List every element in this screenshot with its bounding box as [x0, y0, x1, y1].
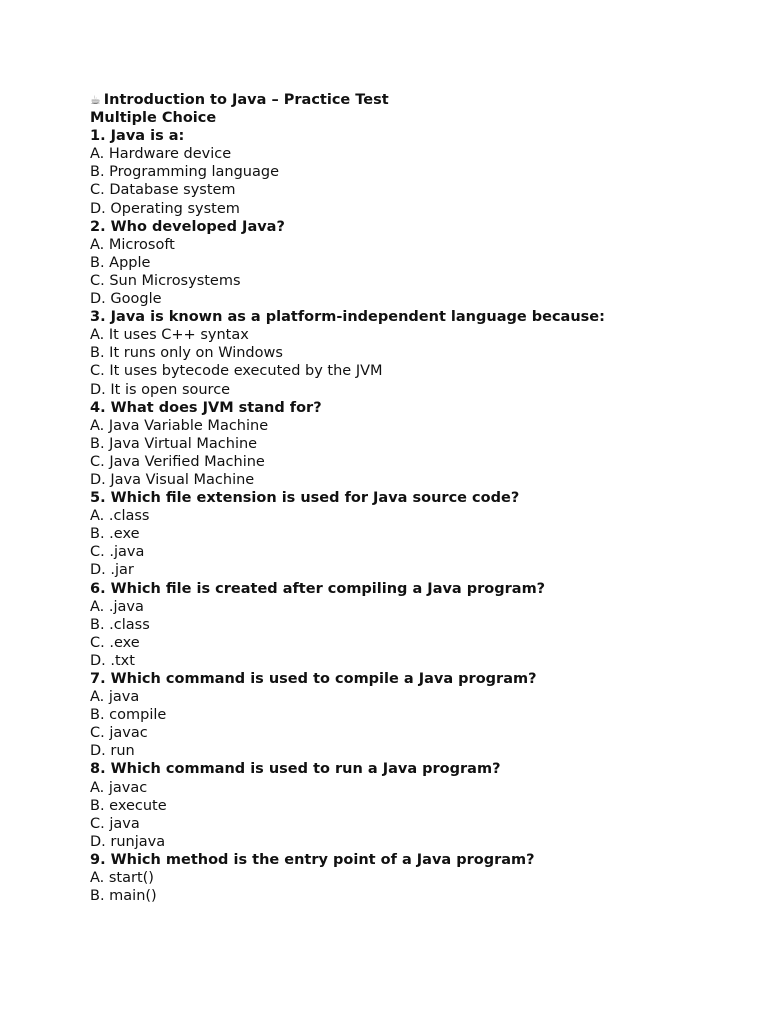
option-b: B. .class: [90, 616, 150, 633]
question-block-5: [90, 489, 750, 579]
question-block-6: [90, 580, 750, 670]
section-heading: Multiple Choice: [90, 110, 217, 127]
option-d: D. run: [90, 743, 135, 760]
question-text: 1. Java is a:: [90, 128, 185, 145]
option-c: C. Database system: [90, 182, 236, 199]
option-b: B. main(): [90, 888, 157, 905]
option-a: A. .class: [90, 508, 150, 525]
question-text: 8. Which command is used to run a Java program?: [90, 761, 501, 778]
option-d: D. Operating system: [90, 200, 240, 217]
option-a: A. It uses C++ syntax: [90, 327, 249, 344]
question-text: 6. Which file is created after compiling a Java program?: [90, 580, 546, 597]
question-text: 4. What does JVM stand for?: [90, 399, 322, 416]
question-text: 2. Who developed Java?: [90, 218, 285, 235]
option-b: B. It runs only on Windows: [90, 345, 283, 362]
question-text: 3. Java is known as a platform-independent language because:: [90, 309, 605, 326]
question-block-3: [90, 308, 750, 398]
option-d: D. Google: [90, 291, 162, 308]
option-b: B. Java Virtual Machine: [90, 435, 258, 452]
option-a: A. .java: [90, 598, 144, 615]
option-d: D. .jar: [90, 562, 134, 579]
option-c: C. Java Verified Machine: [90, 453, 265, 470]
question-block-4: [90, 399, 750, 489]
option-a: A. javac: [90, 779, 148, 796]
question-block-1: [90, 127, 750, 217]
option-a: A. Microsoft: [90, 236, 175, 253]
question-block-9: [90, 851, 750, 905]
option-c: C. .exe: [90, 634, 140, 651]
question-block-8: [90, 760, 750, 850]
option-d: D. It is open source: [90, 381, 231, 398]
document-title: [90, 91, 750, 109]
option-c: C. Sun Microsystems: [90, 272, 241, 289]
question-text: 5. Which file extension is used for Java source code?: [90, 490, 520, 507]
option-c: C. .java: [90, 544, 145, 561]
option-b: B. .exe: [90, 526, 140, 543]
question-block-7: [90, 670, 750, 760]
document-title-text: Introduction to Java – Practice Test: [103, 92, 389, 108]
option-c: C. javac: [90, 725, 148, 742]
question-text: 9. Which method is the entry point of a Java program?: [90, 851, 535, 868]
option-b: B. Programming language: [90, 164, 280, 181]
option-a: A. start(): [90, 870, 154, 887]
practice-test-document: [90, 91, 750, 905]
option-a: A. Hardware device: [90, 146, 232, 163]
coffee-cup-icon: ☕: [90, 93, 101, 107]
option-d: D. runjava: [90, 833, 166, 850]
option-c: C. java: [90, 815, 140, 832]
option-a: A. Java Variable Machine: [90, 417, 269, 434]
option-a: A. java: [90, 689, 140, 706]
question-text: 7. Which command is used to compile a Java program?: [90, 671, 537, 687]
option-d: D. .txt: [90, 652, 135, 669]
option-b: B. Apple: [90, 254, 151, 271]
option-b: B. compile: [90, 707, 167, 724]
option-c: C. It uses bytecode executed by the JVM: [90, 363, 383, 380]
option-b: B. execute: [90, 797, 167, 814]
question-block-2: [90, 218, 750, 308]
option-d: D. Java Visual Machine: [90, 471, 255, 488]
